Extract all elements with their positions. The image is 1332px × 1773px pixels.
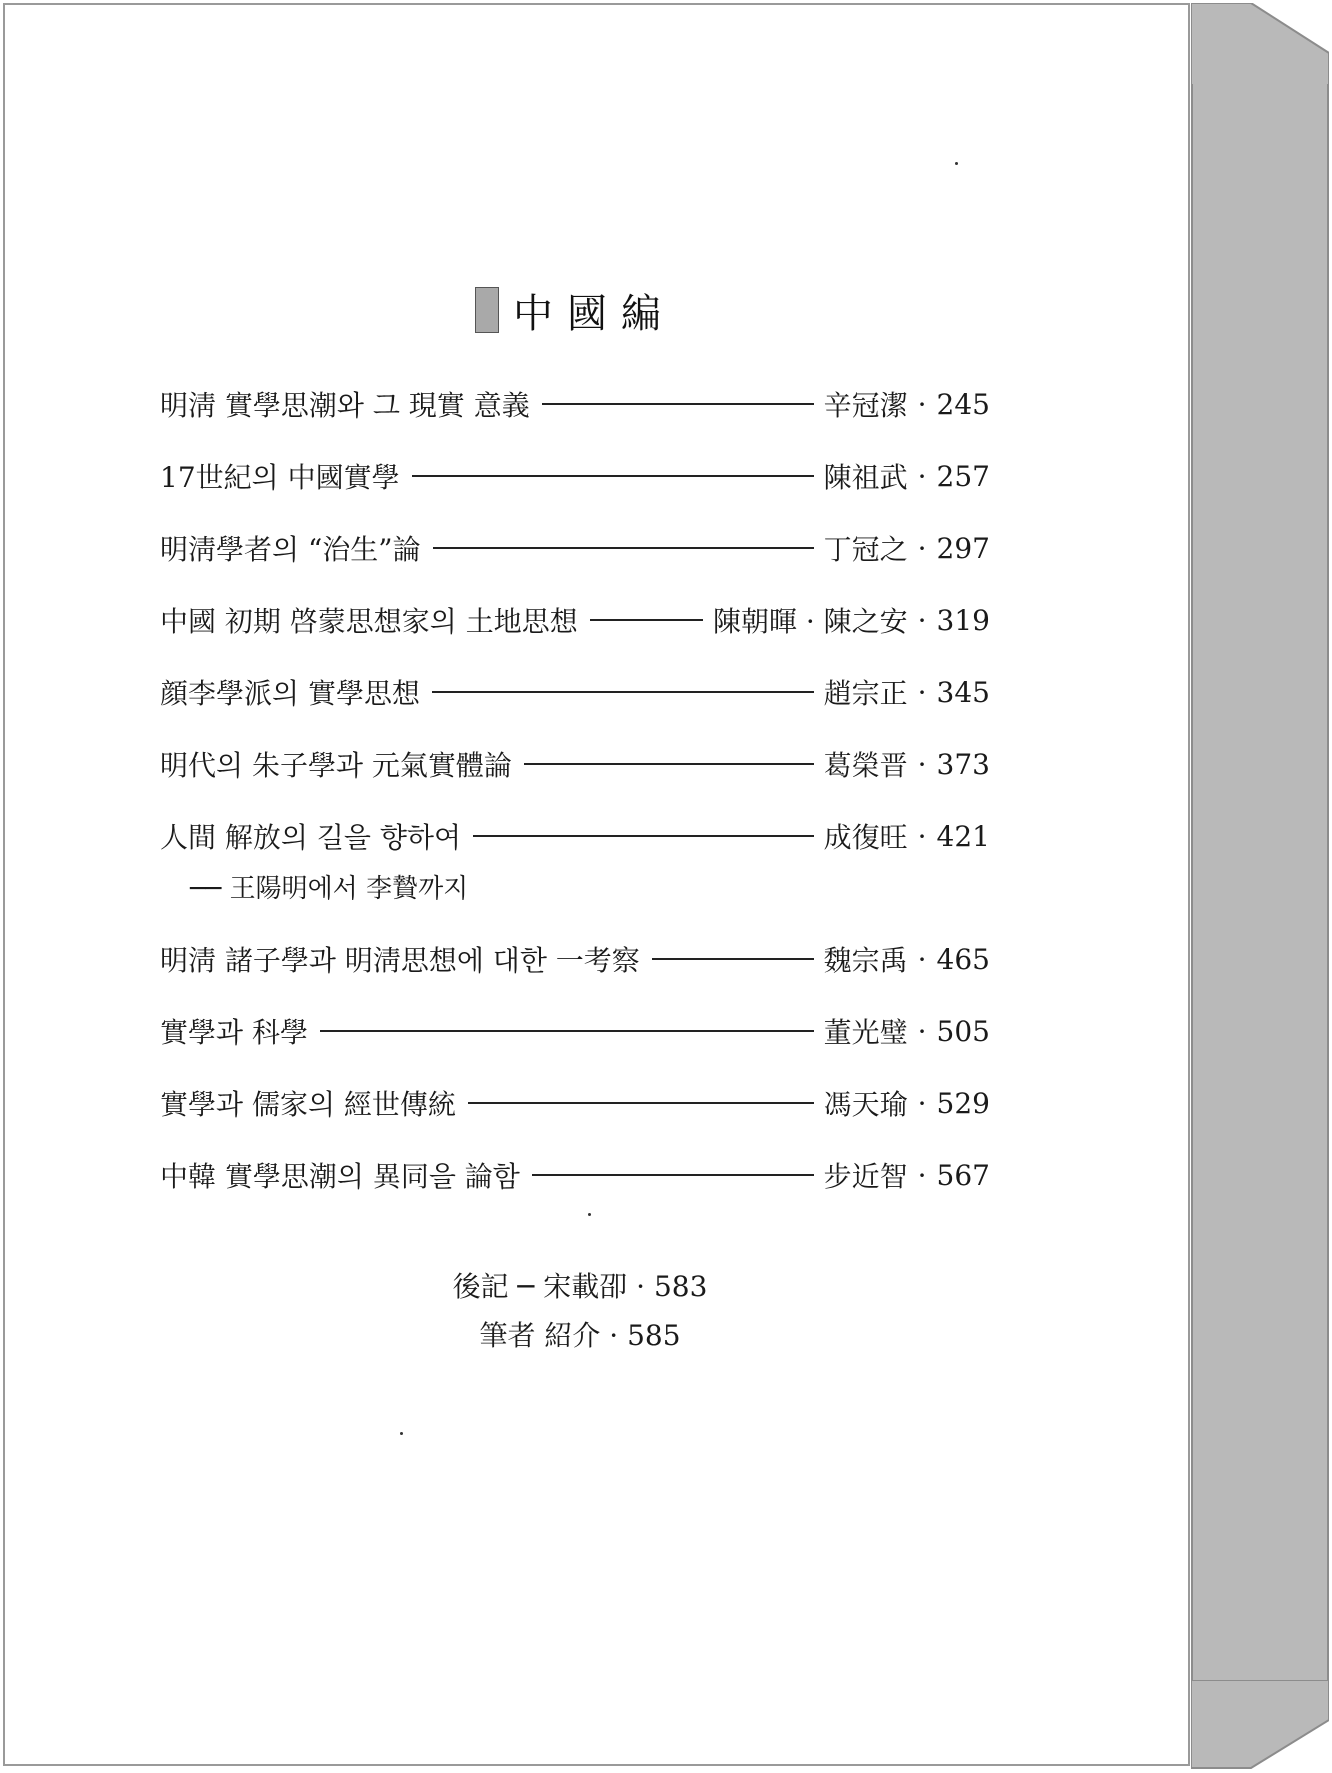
leader-line	[412, 475, 814, 477]
entry-page: 245	[936, 387, 990, 421]
leader-line	[432, 691, 814, 693]
separator-dot: ·	[917, 1014, 927, 1048]
entry-page: 345	[936, 675, 990, 709]
entry-title: 明代의 朱子學과 元氣實體論	[160, 749, 512, 782]
entry-title: 中國 初期 啓蒙思想家의 土地思想	[160, 605, 578, 638]
entry-title: 中韓 實學思潮의 異同을 論함	[160, 1160, 520, 1193]
entry-author: 丁冠之	[823, 533, 908, 566]
leader-line	[652, 958, 814, 960]
section-title: 中國編	[513, 290, 675, 337]
entry-title: 人間 解放의 길을 향하여	[160, 821, 461, 854]
separator-dot: ·	[917, 1086, 927, 1120]
book-side-bottom	[1191, 1680, 1329, 1770]
afterword-entry[interactable]: 後記 ─ 宋載卲 · 583	[452, 1270, 708, 1303]
entry-title: 明淸 實學思潮와 그 現實 意義	[160, 389, 530, 422]
leader-line	[532, 1174, 814, 1176]
book-page	[3, 3, 1190, 1766]
entry-page: 505	[936, 1014, 990, 1048]
heading-marker-icon	[475, 287, 499, 333]
separator-dot: ·	[917, 387, 927, 421]
leader-line	[590, 619, 703, 621]
separator-dot: ·	[917, 1158, 927, 1192]
entry-page: 529	[936, 1086, 990, 1120]
entry-page: 567	[936, 1158, 990, 1192]
entry-title: 明淸 諸子學과 明淸思想에 대한 一考察	[160, 944, 640, 977]
separator-dot: ·	[917, 531, 927, 565]
entry-title: 17世紀의 中國實學	[160, 461, 400, 494]
entry-author: 董光璧	[823, 1016, 908, 1049]
separator-dot: ·	[917, 819, 927, 853]
entry-title: 實學과 科學	[160, 1016, 308, 1049]
toc-entry[interactable]	[160, 935, 990, 983]
leader-line	[468, 1102, 814, 1104]
toc-entry[interactable]	[160, 1007, 990, 1055]
book-side-top	[1191, 3, 1329, 93]
toc-entry[interactable]	[160, 380, 990, 428]
entry-page: 257	[936, 459, 990, 493]
toc-entry[interactable]	[160, 668, 990, 716]
separator-dot: ·	[917, 942, 927, 976]
entry-title: 顔李學派의 實學思想	[160, 677, 420, 710]
entry-page: 319	[936, 603, 990, 637]
print-speck	[400, 1432, 403, 1435]
print-speck	[588, 1213, 591, 1216]
toc-entry[interactable]	[160, 812, 990, 860]
toc-entry[interactable]	[160, 524, 990, 572]
entry-author: 魏宗禹	[823, 944, 908, 977]
entry-author: 成復旺	[823, 821, 908, 854]
entry-author: 馮天瑜	[823, 1088, 908, 1121]
book-side-face	[1191, 84, 1329, 1689]
toc-entry[interactable]	[160, 596, 990, 644]
entry-author: 陳朝暉 · 陳之安	[712, 605, 908, 638]
separator-dot: ·	[917, 459, 927, 493]
entry-author: 辛冠潔	[823, 389, 908, 422]
author-intro-entry[interactable]: 筆者 紹介 · 585	[479, 1319, 681, 1352]
entry-title: 明淸學者의 “治生”論	[160, 533, 421, 566]
print-speck	[955, 162, 958, 165]
entry-author: 葛榮晋	[823, 749, 908, 782]
entry-page: 465	[936, 942, 990, 976]
entry-page: 373	[936, 747, 990, 781]
entry-page: 297	[936, 531, 990, 565]
entry-subtitle: ── 王陽明에서 李贄까지	[190, 874, 469, 904]
leader-line	[524, 763, 814, 765]
toc-entry[interactable]	[160, 740, 990, 788]
toc-entry[interactable]	[160, 452, 990, 500]
entry-page: 421	[936, 819, 990, 853]
toc-entry[interactable]	[160, 1151, 990, 1199]
entry-author: 趙宗正	[823, 677, 908, 710]
leader-line	[320, 1030, 814, 1032]
separator-dot: ·	[917, 747, 927, 781]
toc-entry[interactable]	[160, 1079, 990, 1127]
separator-dot: ·	[917, 675, 927, 709]
section-heading	[475, 280, 675, 340]
separator-dot: ·	[917, 603, 927, 637]
leader-line	[473, 835, 814, 837]
entry-author: 陳祖武	[823, 461, 908, 494]
entry-title: 實學과 儒家의 經世傳統	[160, 1088, 456, 1121]
leader-line	[542, 403, 814, 405]
leader-line	[433, 547, 814, 549]
entry-author: 步近智	[823, 1160, 908, 1193]
